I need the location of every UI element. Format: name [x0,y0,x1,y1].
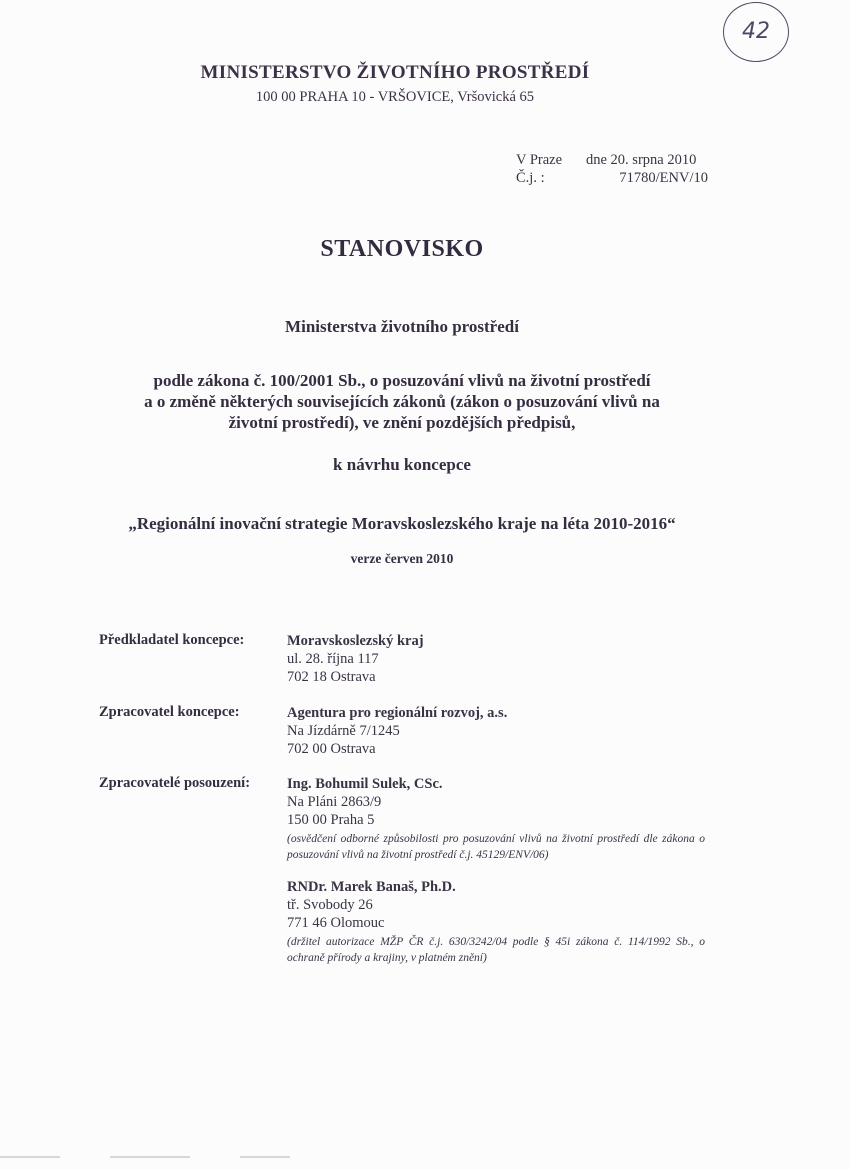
assessor-first-note: (osvědčení odborné způsobilosti pro posuzování vlivů na životní prostředí dle zákona o posuzování vlivů na životní prostředí č.j. 45129/ENV/06) [287,833,705,861]
submitter-label: Předkladatel koncepce: [99,632,245,648]
assessor-second-name: RNDr. Marek Banaš, Ph.D. [287,879,456,895]
processor-street: Na Jízdárně 7/1245 [287,723,400,739]
assessor-second-details [287,878,707,966]
assessor-second-note: (držitel autorizace MŽP ČR č.j. 630/3242/04 podle § 45i zákona č. 114/1992 Sb., o ochraně přírody a krajiny, v platném znění) [287,936,705,964]
reference-line [516,170,708,187]
assessor-first-street: Na Pláni 2863/9 [287,794,382,810]
date-value: dne 20. srpna 2010 [586,152,697,168]
concept-version: verze červen 2010 [350,551,454,566]
reference-label: Č.j. : [516,170,545,186]
assessor-second-city: 771 46 Olomouc [287,915,385,931]
assessor-second-street: tř. Svobody 26 [287,897,373,913]
concept-title: „Regionální inovační strategie Moravskoslezského kraje na léta 2010-2016“ [128,514,676,533]
issuer-line: Ministerstva životního prostředí [285,317,519,336]
scan-edge-mark [240,1156,290,1158]
processor-name: Agentura pro regionální rozvoj, a.s. [287,705,508,721]
document-title: STANOVISKO [320,236,484,262]
ministry-name: MINISTERSTVO ŽIVOTNÍHO PROSTŘEDÍ [200,62,590,83]
processor-details [287,704,707,758]
assessors-label: Zpracovatelé posouzení: [99,775,251,791]
assessor-first-name: Ing. Bohumil Sulek, CSc. [287,776,443,792]
scan-edge-mark [110,1156,190,1158]
law-line-1: podle zákona č. 100/2001 Sb., o posuzování vlivů na životní prostředí [153,371,651,390]
law-line-3: životní prostředí), ve znění pozdějších předpisů, [228,413,576,432]
page-number-stamp: 42 [723,2,789,62]
scan-edge-mark [0,1156,60,1158]
submitter-name: Moravskoslezský kraj [287,633,424,649]
law-reference [0,370,804,433]
date-place: V Praze [516,152,563,168]
submitter-details [287,632,707,686]
assessor-first-city: 150 00 Praha 5 [287,812,375,828]
date-line [516,152,696,169]
processor-city: 702 00 Ostrava [287,741,376,757]
proposal-line: k návrhu koncepce [333,455,471,474]
reference-number: 71780/ENV/10 [619,170,708,186]
processor-label: Zpracovatel koncepce: [99,704,240,720]
assessor-first-details [287,775,707,863]
submitter-city: 702 18 Ostrava [287,669,376,685]
law-line-2: a o změně některých souvisejících zákonů (zákon o posuzování vlivů na [144,392,660,411]
submitter-street: ul. 28. října 117 [287,651,379,667]
ministry-address: 100 00 PRAHA 10 - VRŠOVICE, Vršovická 65 [255,89,535,105]
